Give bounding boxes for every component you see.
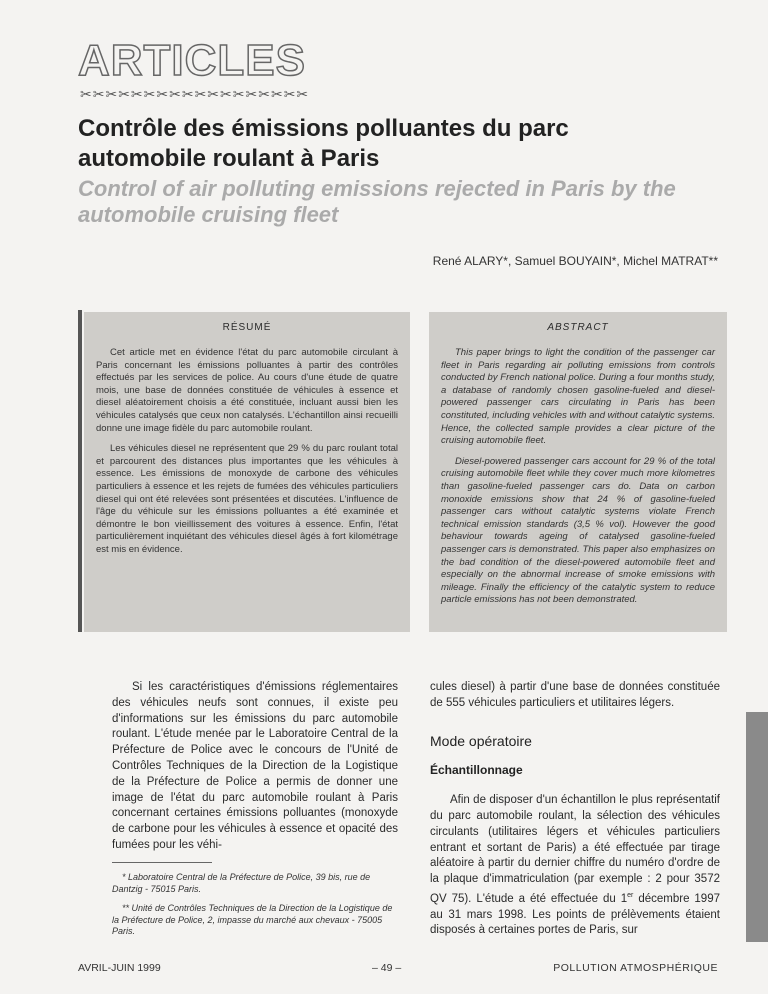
section-label: ARTICLES [78, 36, 306, 85]
edge-thumb-tab [746, 712, 768, 942]
footnote: ** Unité de Contrôles Techniques de la Direction de la Logistique de la Préfecture de Police, 2, impasse du marché aux chevaux - 75005 Paris. [112, 903, 393, 936]
abstract-paragraph: This paper brings to light the condition of the passenger car fleet in Paris regarding air polluting emissions from controls conducted by French national police. During a four months study, a database of randomly chosen gasoline-fueled and diesel-powered passenger cars circulating in Paris has been constituted, including vehicles with and without catalytic systems. Hence, the collected sample provides a clear picture of the cruising automobile fleet. [441, 347, 715, 447]
continuation-paragraph: cules diesel) à partir d'une base de données constituée de 555 véhicules particuliers et utilitaires légers. [430, 681, 720, 709]
article-title-english: Control of air polluting emissions rejected in Paris by the automobile cruising fleet [78, 176, 676, 227]
subsection-heading: Échantillonnage [430, 763, 523, 778]
footnote-rule [112, 862, 212, 863]
article-title-french: Contrôle des émissions polluantes du parc automobile roulant à Paris [78, 115, 569, 172]
footer-page-number: – 49 – [372, 962, 402, 974]
resume-paragraph: Les véhicules diesel ne représentent que 29 % du parc roulant total et parcourent des distances plus importantes que les véhicules à essence. Les émissions de monoxyde de carbone des véhicules particuliers à essence et les rejets de fumées des véhicules particuliers diesel qui ont été relevées sont présentées et discutées. L'influence de l'âge du véhicule sur les émissions polluantes a été examinée et démontre le bon vieillissement des voitures à essence. Enfin, l'état particulièrement inquiétant des véhicules diesel âgés à fort kilométrage est mis en évidence. [96, 443, 398, 555]
margin-rule [78, 310, 82, 632]
sampling-text-b: décembre 1997 au 31 mars 1998. Les points de prélèvements étaient disposés à certaines portes de Paris, sur [430, 892, 720, 937]
abstract-heading: ABSTRACT [547, 322, 609, 333]
resume-box [84, 312, 410, 632]
intro-paragraph: Si les caractéristiques d'émissions réglementaires des véhicules neufs sont connues, il existe peu d'informations sur les émissions du parc automobile roulant. L'étude menée par le Laboratoire Central de la Préfecture de Police avec le concours de l'Unité de Contrôles Techniques de la Direction de la Logistique de la Préfecture de Police a permis de donner une image de l'état du parc automobile roulant à Paris concernant certaines émissions polluantes (monoxyde de carbone pour les véhicules à essence et opacité des fumées pour les véhi- [112, 681, 398, 851]
abstract-paragraph: Diesel-powered passenger cars account for 29 % of the total cruising automobile fleet while they cover much more kilometres than gasoline-fueled passenger cars do. Data on carbon monoxide emissions show that 24 % of gasoline-fueled passenger cars without catalytic systems violate French technical emission standards (3,5 % vol). However the good behaviour towards ageing of catalysed gasoline-fueled passenger cars is demonstrated. This paper also emphasizes on the bad condition of the diesel-powered automobile fleet and especially on the abnormal increase of smoke emissions with mileage. Finally the efficiency of the catalytic system to reduce particle emissions has not been demonstrated. [441, 455, 715, 606]
sampling-text-a: Afin de disposer d'un échantillon le plus représentatif du parc automobile roulant, la sélection des véhicules circulants (utilitaires légers et véhicules particuliers entrant et sortant de Paris) a été effectuée par tirage aléatoire à partir du dernier chiffre du numéro d'ordre de la plaque d'immatriculation (par exemple : 2 pour 3572 QV 75). L'étude a été effectuée du 1 [430, 794, 720, 905]
superscript: er [627, 891, 634, 899]
resume-paragraph: Cet article met en évidence l'état du parc automobile circulant à Paris concernant les émissions polluantes à partir des contrôles effectués par les services de police. Au cours d'une étude de quatre mois, une base de données constituée de véhicules à essence et diesel aléatoirement choisis a été constituée, incluant aussi bien les véhicules catalysés que ceux non catalysés. L'échantillon ainsi recueilli donne une image fidèle du parc automobile roulant. [96, 347, 398, 434]
body-left-column [112, 680, 398, 854]
footnote: * Laboratoire Central de la Préfecture de Police, 39 bis, rue de Dantzig - 75015 Paris. [112, 872, 371, 894]
body-right-column [430, 680, 720, 939]
footer-journal: POLLUTION ATMOSPHÉRIQUE [553, 962, 718, 974]
footnotes [112, 872, 394, 946]
abstract-box [429, 312, 727, 632]
decorative-ornament: ✂✂✂✂✂✂✂✂✂✂✂✂✂✂✂✂✂✂ [80, 86, 310, 102]
footer-issue: AVRIL-JUIN 1999 [78, 962, 161, 974]
resume-heading: RÉSUMÉ [222, 322, 272, 333]
authors: René ALARY*, Samuel BOUYAIN*, Michel MATRAT** [432, 254, 718, 268]
sampling-paragraph [430, 793, 720, 939]
section-heading: Mode opératoire [430, 732, 532, 749]
